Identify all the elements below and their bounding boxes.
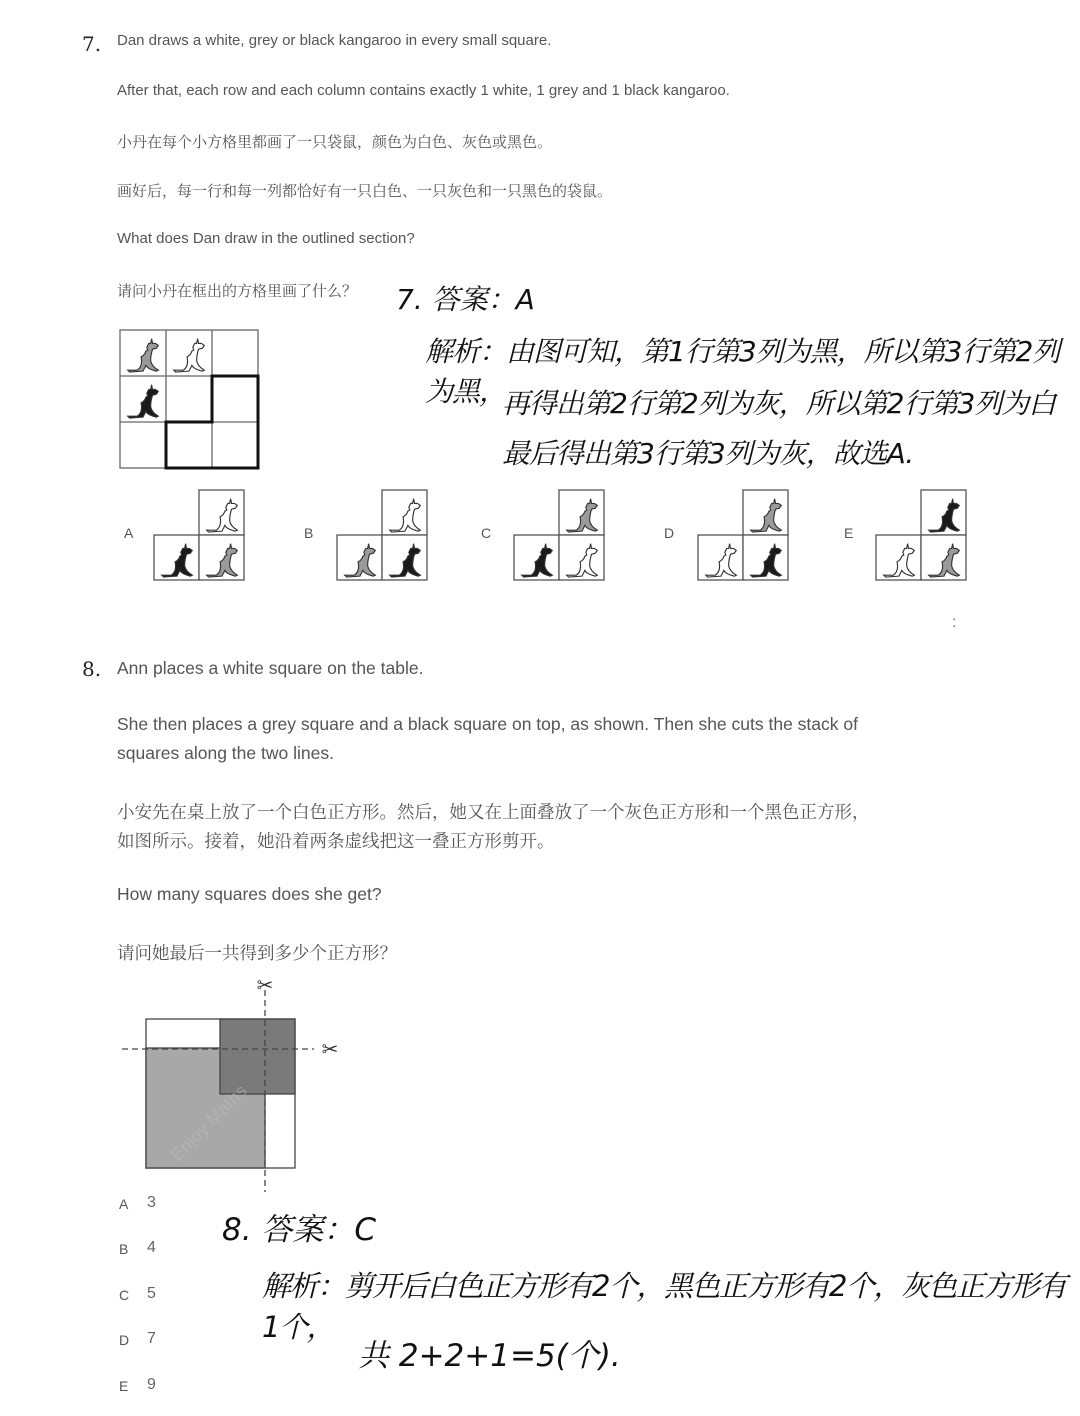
q8-stacked-squares-figure xyxy=(118,972,358,1192)
page-corner-mark: : xyxy=(952,614,957,631)
q7-option-a-label[interactable]: A xyxy=(124,525,134,541)
q8-text-line-6: How many squares does she get? xyxy=(117,884,382,904)
q8-text-line-3: squares along the two lines. xyxy=(117,743,334,763)
scissors-icon: ✂ xyxy=(256,975,274,997)
q7-text-line-3: 小丹在每个小方格里都画了一只袋鼠，颜色为白色、灰色或黑色。 xyxy=(117,134,553,151)
q8-option-d-letter: D xyxy=(119,1332,130,1348)
q7-option-e-figure[interactable] xyxy=(874,488,970,584)
q8-text-line-2: She then places a grey square and a black square on top, as shown. Then she cuts the stack of xyxy=(117,714,858,734)
q7-handwritten-line-3: 最后得出第3行第3列为灰，故选A. xyxy=(502,437,914,470)
q7-text-line-6: 请问小丹在框出的方格里画了什么？ xyxy=(117,283,358,300)
black-kangaroo-icon xyxy=(128,385,159,418)
white-kangaroo-icon xyxy=(174,339,205,372)
q8-option-b-value: 4 xyxy=(147,1239,156,1256)
q8-text-line-4: 小安先在桌上放了一个白色正方形。然后，她又在上面叠放了一个灰色正方形和一个黑色正方形， xyxy=(117,802,870,822)
q7-option-d-label[interactable]: D xyxy=(664,525,675,541)
q7-option-c-label[interactable]: C xyxy=(481,525,492,541)
q7-option-d-figure[interactable] xyxy=(696,488,792,584)
q8-option-c-letter: C xyxy=(119,1287,130,1303)
q7-handwritten-line-2: 再得出第2行第2列为灰，所以第2行第3列为白 xyxy=(502,387,1056,420)
q8-text-line-7: 请问她最后一共得到多少个正方形？ xyxy=(117,943,397,963)
q7-option-b-label[interactable]: B xyxy=(304,525,314,541)
q7-handwritten-line-1: 解析：由图可知，第1行第3列为黑，所以第3行第2列为黑， xyxy=(425,335,1060,408)
q7-text-line-1: Dan draws a white, grey or black kangaroo in every small square. xyxy=(117,32,552,49)
q8-option-a-letter: A xyxy=(119,1196,129,1212)
grey-kangaroo-icon xyxy=(128,339,159,372)
q8-option-b-letter: B xyxy=(119,1241,129,1257)
q7-option-b-figure[interactable] xyxy=(335,488,431,584)
q8-text-line-1: Ann places a white square on the table. xyxy=(117,658,424,678)
q7-option-a-figure[interactable] xyxy=(152,488,248,584)
question-7-number: 7. xyxy=(82,32,102,56)
black-square xyxy=(220,1019,295,1094)
q8-option-a-value: 3 xyxy=(147,1194,156,1211)
q8-handwritten-line-2: 共 2+2+1=5(个). xyxy=(358,1338,621,1374)
q7-kangaroo-grid xyxy=(118,328,262,472)
q7-text-line-5: What does Dan draw in the outlined section? xyxy=(117,230,415,247)
q8-option-d-value: 7 xyxy=(147,1330,156,1347)
q8-option-c-value: 5 xyxy=(147,1285,156,1302)
q7-option-e-label[interactable]: E xyxy=(844,525,854,541)
scissors-icon-right: ✂ xyxy=(321,1039,339,1061)
q8-handwritten-line-1: 解析：剪开后白色正方形有2个，黑色正方形有2个，灰色正方形有1个， xyxy=(262,1269,1066,1344)
question-8-number: 8. xyxy=(82,657,102,681)
q7-option-c-figure[interactable] xyxy=(512,488,608,584)
q8-option-e-value: 9 xyxy=(147,1376,156,1393)
q8-handwritten-answer: 8. 答案：C xyxy=(222,1212,377,1248)
q7-text-line-4: 画好后，每一行和每一列都恰好有一只白色、一只灰色和一只黑色的袋鼠。 xyxy=(117,183,613,200)
q7-text-line-2: After that, each row and each column contains exactly 1 white, 1 grey and 1 black kangaroo. xyxy=(117,82,730,99)
q7-handwritten-answer: 7. 答案：A xyxy=(396,283,535,316)
watermark: Enjoy Maths xyxy=(166,1080,251,1165)
q8-option-e-letter: E xyxy=(119,1378,129,1394)
q8-text-line-5: 如图所示。接着，她沿着两条虚线把这一叠正方形剪开。 xyxy=(117,831,555,851)
